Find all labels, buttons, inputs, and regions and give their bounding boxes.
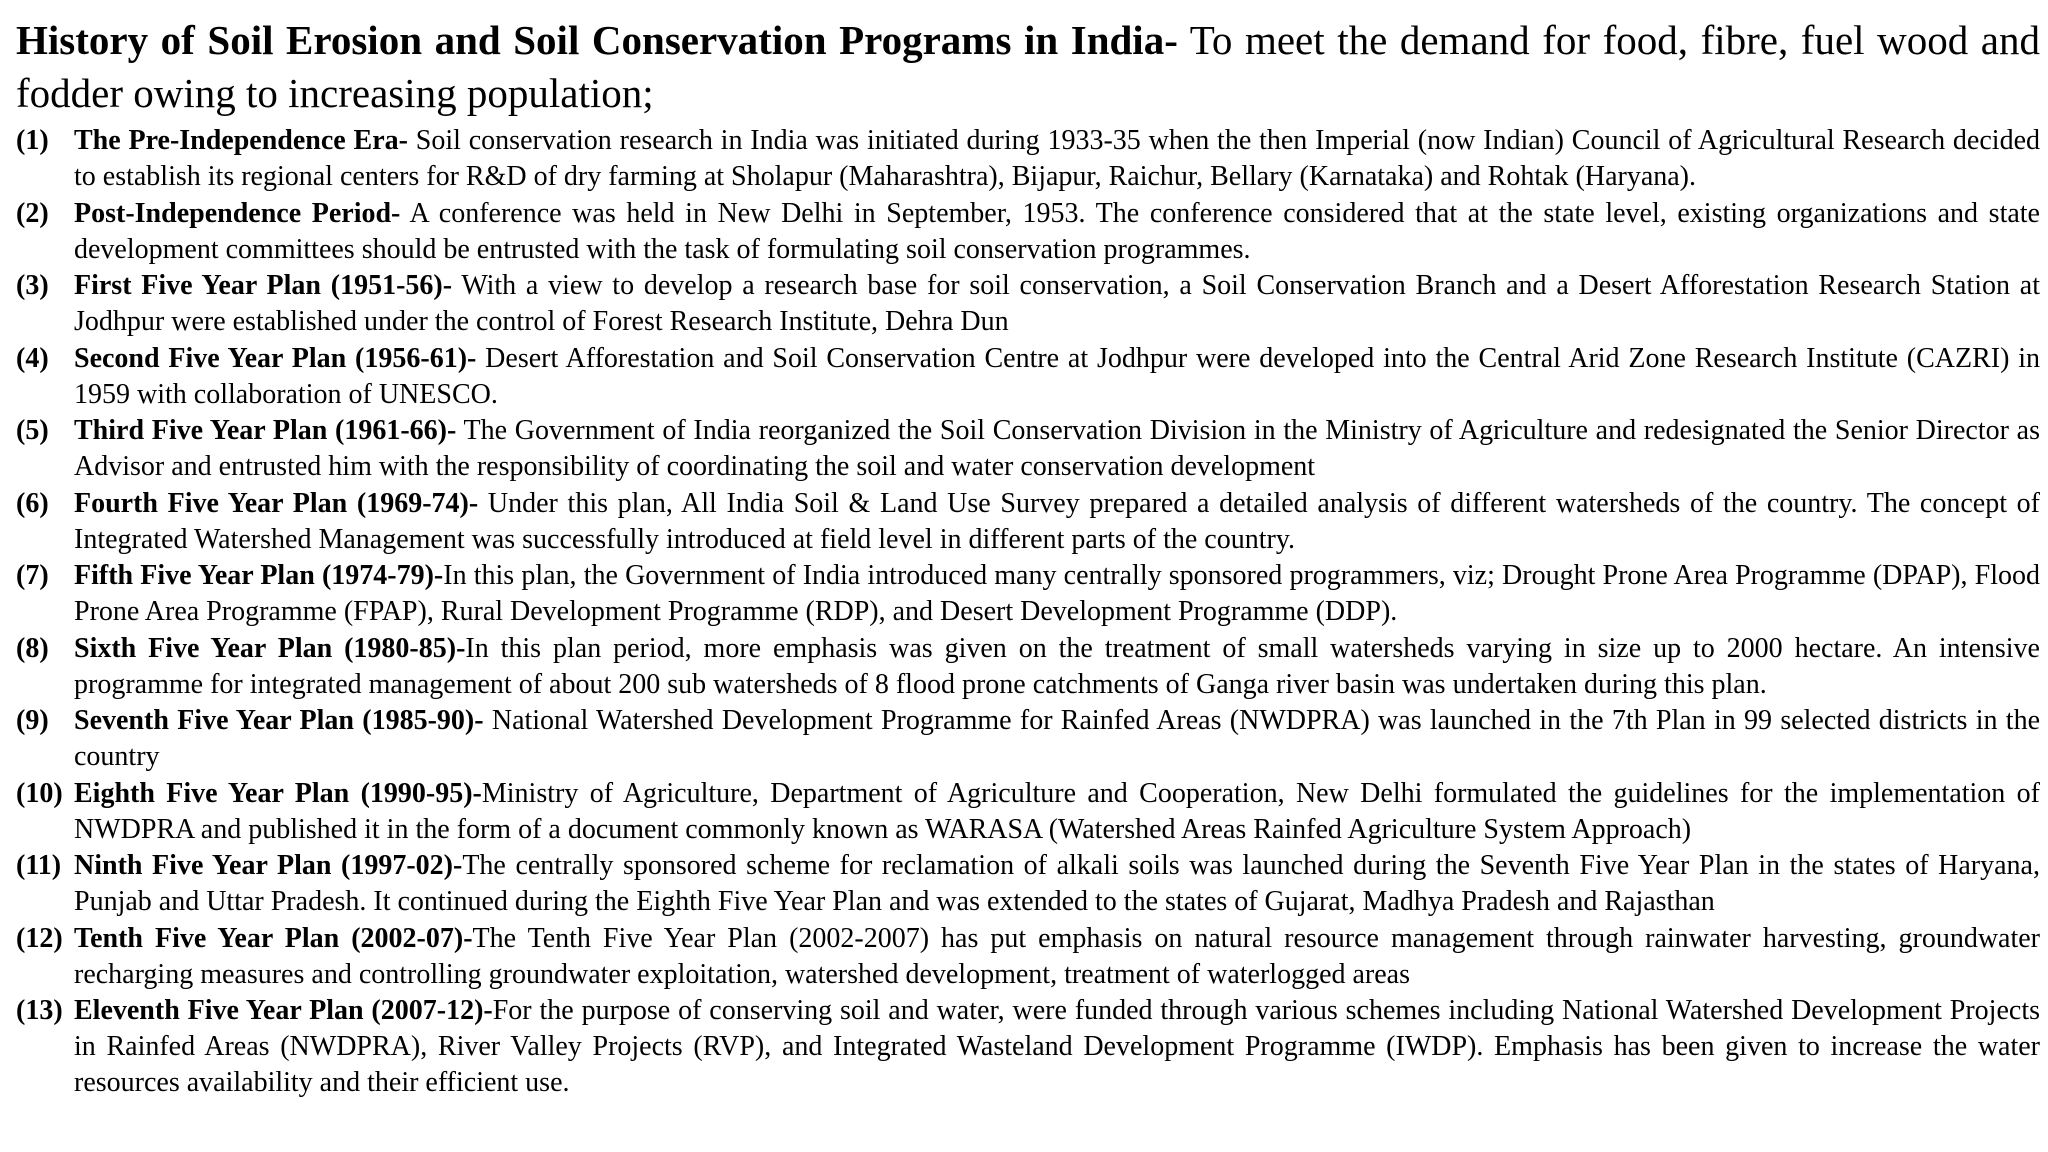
list-item: [16, 196, 2040, 268]
item-number: (1): [16, 125, 49, 156]
item-text: In this plan period, more emphasis was given on the treatment of small watersheds varying in size up to 2000 hectare. An intensive programme for integrated management of about 200 sub watersheds of 8 flood prone catchments of Ganga river basin was undertaken during this plan.: [74, 632, 2040, 700]
item-number: (11): [16, 850, 62, 881]
item-label: Post-Independence Period-: [74, 197, 401, 229]
heading-intro: To meet the demand for food, fibre, fuel wood and fodder owing to increasing population;: [16, 17, 2040, 116]
item-text: In this plan, the Government of India introduced many centrally sponsored programmers, viz; Drought Prone Area Programme (DPAP), Flood Prone Area Programme (FPAP), Rural Development Programme (RDP), and Desert Development Programme (DDP).: [74, 560, 2041, 627]
item-label: First Five Year Plan (1951-56)-: [74, 270, 453, 301]
list-item: [16, 703, 2040, 775]
item-label: Fourth Five Year Plan (1969-74)-: [74, 487, 479, 519]
timeline-list: [16, 123, 2040, 1101]
document-page: [16, 14, 2040, 1102]
item-text: The Government of India reorganized the Soil Conservation Division in the Ministry of Agriculture and redesignated the Senior Director as Advisor and entrusted him with the responsibility of coordinating the soil and water conservation development: [74, 415, 2040, 482]
item-text: Soil conservation research in India was initiated during 1933-35 when the then Imperial (now Indian) Council of Agricultural Research decided to establish its regional centers for R&D of dry farming at Sholapur (Maharashtra), Bijapur, Raichur, Bellary (Karnataka) and Rohtak (Haryana).: [74, 125, 2040, 192]
item-label: Eighth Five Year Plan (1990-95)-: [74, 777, 482, 809]
item-text: National Watershed Development Programme for Rainfed Areas (NWDPRA) was launched in the 7th Plan in 99 selected districts in the country: [74, 705, 2041, 772]
item-text: The Tenth Five Year Plan (2002-2007) has put emphasis on natural resource management through rainwater harvesting, groundwater recharging measures and controlling groundwater exploitation, watershed development, treatment of waterlogged areas: [74, 922, 2040, 990]
item-label: Second Five Year Plan (1956-61)-: [74, 342, 477, 374]
item-label: Fifth Five Year Plan (1974-79)-: [74, 560, 444, 591]
item-number: (4): [16, 342, 49, 374]
item-text: A conference was held in New Delhi in September, 1953. The conference considered that at the state level, existing organizations and state development committees should be entrusted with the task of formulating soil conservation programmes.: [74, 197, 2040, 265]
item-label: Seventh Five Year Plan (1985-90)-: [74, 705, 484, 736]
list-item: [16, 558, 2040, 630]
heading-title: History of Soil Erosion and Soil Conservation Programs in India-: [16, 17, 1178, 63]
list-item: [16, 268, 2040, 340]
list-item: [16, 123, 2040, 195]
item-text: With a view to develop a research base for soil conservation, a Soil Conservation Branch and a Desert Afforestation Research Station at Jodhpur were established under the control of Forest Research Institute, Dehra Dun: [74, 270, 2040, 337]
item-number: (8): [16, 632, 49, 664]
item-label: The Pre-Independence Era-: [74, 125, 408, 156]
item-number: (9): [16, 705, 49, 736]
list-item: [16, 631, 2040, 703]
item-number: (10): [16, 777, 63, 809]
list-item: [16, 341, 2040, 413]
list-item: [16, 776, 2040, 848]
item-number: (12): [16, 922, 63, 954]
list-item: [16, 486, 2040, 558]
document-heading: [16, 14, 2040, 120]
item-number: (13): [16, 995, 63, 1026]
item-text: The centrally sponsored scheme for reclamation of alkali soils was launched during the Seventh Five Year Plan in the states of Haryana, Punjab and Uttar Pradesh. It continued during the Eighth Five Year Plan and was extended to the states of Gujarat, Madhya Pradesh and Rajasthan: [74, 850, 2040, 917]
item-text: For the purpose of conserving soil and water, were funded through various schemes including National Watershed Development Projects in Rainfed Areas (NWDPRA), River Valley Projects (RVP), and Integrated Wasteland Development Programme (IWDP). Emphasis has been given to increase the water resources availability and their efficient use.: [74, 995, 2040, 1098]
list-item: [16, 413, 2040, 485]
list-item: [16, 993, 2040, 1101]
item-text: Under this plan, All India Soil & Land Use Survey prepared a detailed analysis of different watersheds of the country. The concept of Integrated Watershed Management was successfully introduced at field level in different parts of the country.: [74, 487, 2040, 555]
item-number: (3): [16, 270, 49, 301]
list-item: [16, 848, 2040, 920]
item-number: (6): [16, 487, 49, 519]
item-label: Third Five Year Plan (1961-66)-: [74, 415, 457, 446]
item-label: Sixth Five Year Plan (1980-85)-: [74, 632, 466, 664]
item-label: Eleventh Five Year Plan (2007-12)-: [74, 995, 493, 1026]
list-item: [16, 921, 2040, 993]
item-text: Ministry of Agriculture, Department of Agriculture and Cooperation, New Delhi formulated the guidelines for the implementation of NWDPRA and published it in the form of a document commonly known as WARASA (Watershed Areas Rainfed Agriculture System Approach): [74, 777, 2040, 845]
item-number: (5): [16, 415, 49, 446]
item-number: (7): [16, 560, 49, 591]
item-text: Desert Afforestation and Soil Conservation Centre at Jodhpur were developed into the Central Arid Zone Research Institute (CAZRI) in 1959 with collaboration of UNESCO.: [74, 342, 2040, 410]
item-label: Ninth Five Year Plan (1997-02)-: [74, 850, 463, 881]
item-number: (2): [16, 197, 49, 229]
item-label: Tenth Five Year Plan (2002-07)-: [74, 922, 473, 954]
